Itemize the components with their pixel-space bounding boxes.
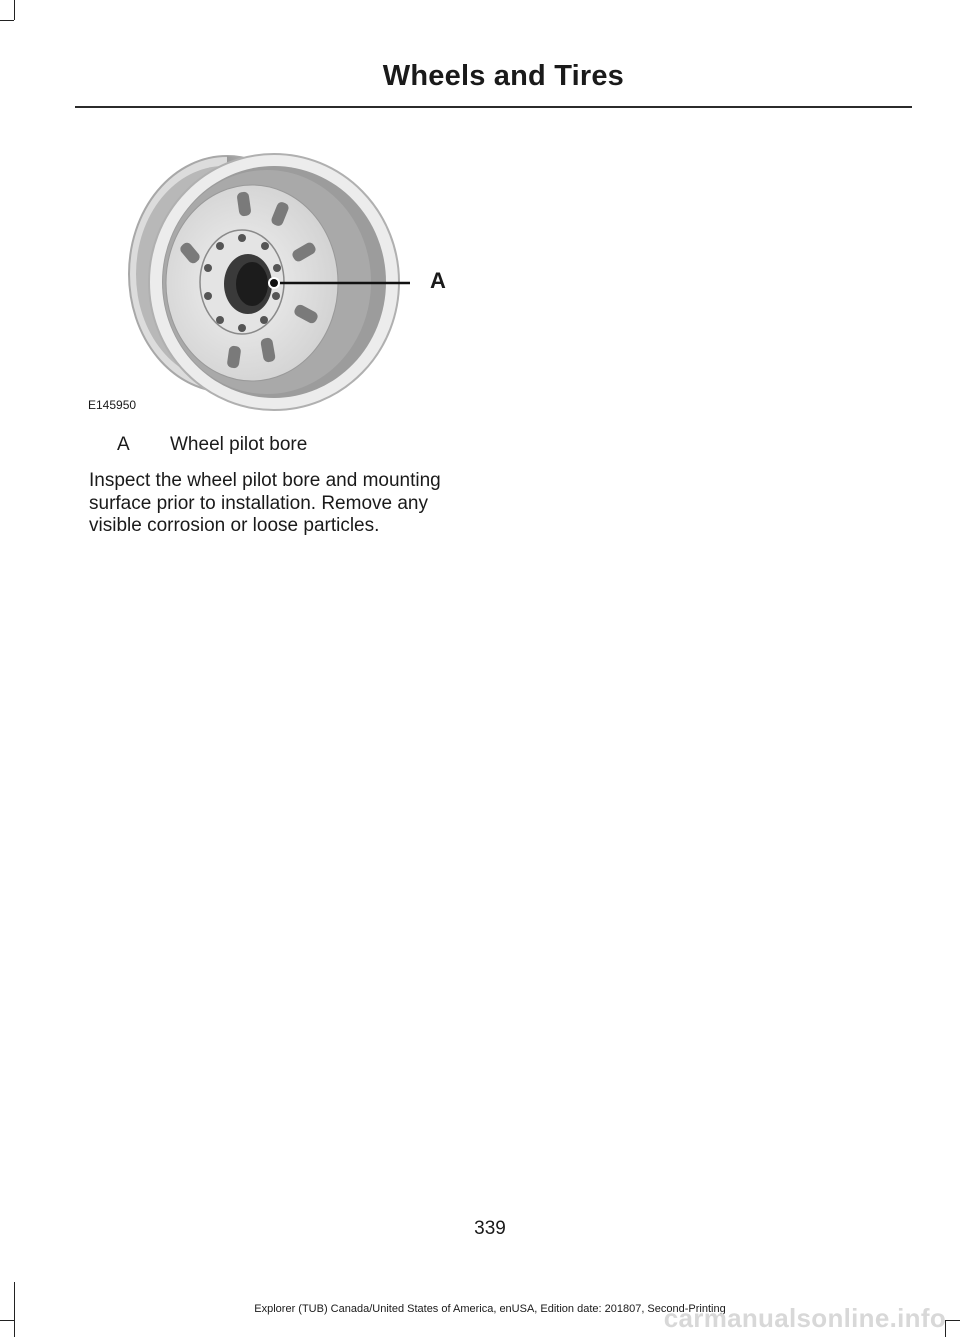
watermark: carmanualsonline.info: [663, 1303, 946, 1333]
legend-key: A: [117, 434, 130, 455]
legend-text: Wheel pilot bore: [170, 434, 308, 455]
page-title: Wheels and Tires: [382, 60, 624, 92]
crop-mark: [0, 1320, 14, 1321]
body-paragraph: Inspect the wheel pilot bore and mounting surface prior to installation. Remove any visible corrosion or loose particles.: [89, 470, 441, 536]
figure-id: E145950: [88, 398, 137, 412]
header-divider: [75, 106, 912, 108]
edition-footer: Explorer (TUB) Canada/United States of America, enUSA, Edition date: 201807, Second-Printing: [254, 1303, 726, 1315]
crop-mark: [946, 1320, 960, 1321]
crop-mark: [0, 20, 14, 21]
wheel-illustration: [62, 150, 462, 418]
callout-a: A: [430, 268, 446, 293]
crop-mark: [14, 0, 15, 20]
page-number: 339: [474, 1218, 506, 1239]
